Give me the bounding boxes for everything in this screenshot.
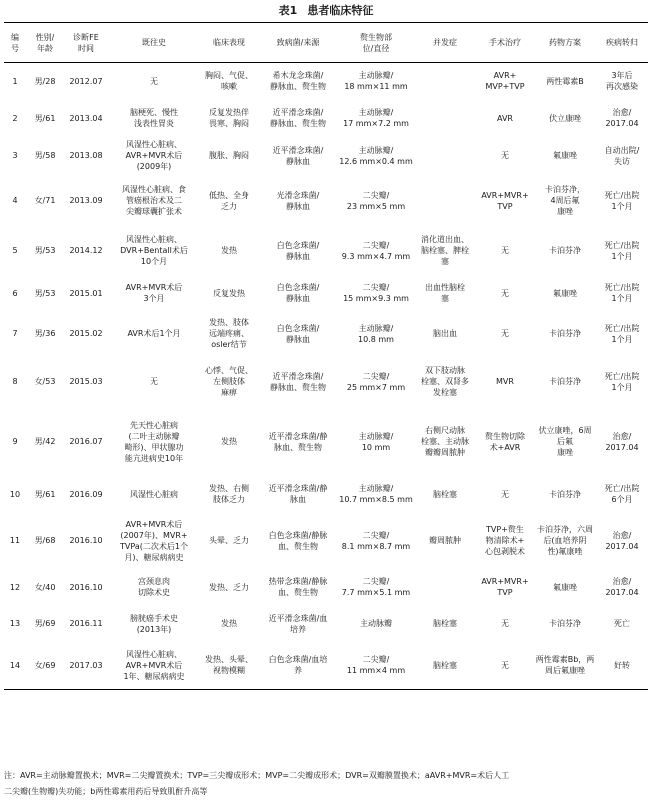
- cell-vegetation: 二尖瓣/ 25 mm×7 mm: [346, 371, 406, 392]
- header-row: [4, 23, 648, 63]
- table-row: [4, 137, 648, 175]
- col-header-symptoms: 临床表现: [200, 23, 258, 63]
- cell-diagnosis-time: 2013.09: [69, 196, 103, 205]
- cell-drugs: 卡泊芬净， 4周后氟 康唑: [545, 185, 585, 216]
- cell-id: 12: [9, 582, 21, 592]
- cell-diagnosis-time: 2016.09: [69, 489, 103, 499]
- cell-outcome: 死亡/出院 1个月: [604, 283, 640, 303]
- cell-symptoms: 发热、右侧 肢体乏力: [209, 484, 249, 504]
- cell-vegetation: 主动脉瓣/ 12.6 mm×0.4 mm: [339, 145, 413, 166]
- cell-id: 7: [12, 329, 18, 338]
- cell-id: 10: [9, 489, 21, 499]
- cell-symptoms: 腹胀、胸闷: [209, 151, 249, 160]
- table-footnote: 注：AVR=主动脉瓣置换术；MVR=二尖瓣置换术；TVP=三尖瓣成形术；MVP=二尖瓣成形术；DVR=双瓣膜置换术；aAVR+MVR=术后人工 二尖瓣(生物瓣)失功能；b两性霉素用药后导致肌酐升高等: [4, 771, 510, 796]
- cell-pathogen: 近平滑念珠菌/ 静脉血、赘生物: [270, 371, 326, 392]
- cell-history: 无: [150, 377, 158, 386]
- cell-vegetation: 主动脉瓣/ 10.7 mm×8.5 mm: [339, 484, 413, 504]
- table-row: [4, 356, 648, 408]
- cell-surgery: 无: [476, 642, 534, 690]
- cell-vegetation: 二尖瓣/ 11 mm×4 mm: [338, 642, 414, 690]
- cell-complications: [414, 63, 476, 100]
- table-body: [4, 63, 648, 690]
- cell-drugs: 两性霉素B: [546, 76, 584, 86]
- cell-symptoms: 心悸、气促、 左侧肢体 麻痹: [205, 366, 253, 397]
- cell-complications: [414, 137, 476, 175]
- cell-history: 膀胱癌手术史 (2013年): [130, 613, 178, 634]
- cell-pathogen: 白色念珠菌/ 静脉血: [276, 240, 320, 261]
- cell-diagnosis-time: 2015.02: [69, 329, 103, 338]
- cell-id: 9: [12, 437, 18, 446]
- cell-outcome: 死亡/出院 1个月: [604, 323, 640, 344]
- cell-history: 风湿性心脏病、 AVR+MVR术后 1年、糖尿病病史: [108, 642, 200, 690]
- cell-sex-age: 男/69: [34, 619, 56, 628]
- cell-outcome: 治愈/ 2017.04: [605, 530, 639, 551]
- cell-vegetation: 主动脉瓣/ 17 mm×7.2 mm: [343, 108, 409, 128]
- cell-vegetation: 主动脉瓣/ 10.8 mm: [358, 323, 394, 344]
- col-header-surgery: 手术治疗: [476, 23, 534, 63]
- cell-history: 先天性心脏病 (二叶主动脉瓣 畸形)、甲状腺功 能亢进病史10年: [124, 420, 184, 463]
- cell-drugs: 氟康唑: [553, 288, 577, 298]
- cell-symptoms: 发热: [221, 619, 237, 628]
- cell-history: 风湿性心脏病、 AVR+MVR术后 (2009年): [125, 140, 183, 171]
- cell-id: 6: [12, 288, 18, 298]
- col-header-outcome: 疾病转归: [596, 23, 648, 63]
- table-row: [4, 569, 648, 606]
- cell-vegetation: 主动脉瓣: [360, 619, 392, 628]
- cell-complications: [414, 175, 476, 227]
- cell-surgery: 无: [501, 246, 509, 255]
- col-header-history: 既往史: [108, 23, 200, 63]
- cell-id: 5: [12, 246, 18, 255]
- cell-drugs: 卡泊芬净: [549, 329, 581, 338]
- cell-surgery: AVR+MVR+ TVP: [481, 190, 529, 211]
- cell-sex-age: 男/61: [34, 489, 56, 499]
- cell-complications: 脑出血: [433, 329, 457, 338]
- cell-id: 4: [12, 196, 18, 205]
- col-header-drugs: 药物方案: [534, 23, 596, 63]
- cell-outcome: 死亡/出院 1个月: [604, 240, 640, 261]
- cell-complications: 右侧尺动脉 栓塞、主动脉 瓣瓣周脓肿: [421, 426, 469, 457]
- cell-outcome: 死亡/出院 1个月: [604, 371, 640, 392]
- cell-outcome: 治愈/ 2017.04: [605, 108, 639, 128]
- table-row: [4, 175, 648, 227]
- cell-outcome: 治愈/ 2017.04: [605, 577, 639, 597]
- cell-sex-age: 男/61: [34, 113, 56, 123]
- cell-sex-age: 男/28: [34, 76, 56, 86]
- cell-symptoms: 低热、全身 乏力: [209, 190, 249, 211]
- cell-pathogen: 近平滑念珠菌/静 脉血、赘生物: [268, 431, 328, 452]
- cell-pathogen: 热带念珠菌/静脉 血、赘生物: [268, 577, 328, 597]
- col-header-vegetation: 赘生物部 位/直径: [338, 23, 414, 63]
- cell-sex-age: 男/42: [34, 437, 56, 446]
- cell-id: 8: [12, 377, 18, 386]
- cell-symptoms: 发热: [221, 437, 237, 446]
- cell-symptoms: 反复发热: [213, 288, 245, 298]
- cell-history: 宫颈息肉 切除术史: [138, 577, 170, 597]
- cell-surgery: 无: [501, 619, 509, 628]
- cell-diagnosis-time: 2015.03: [69, 377, 103, 386]
- cell-pathogen: 白色念珠菌/ 静脉血: [276, 283, 320, 303]
- table-row: [4, 513, 648, 569]
- table-row: [4, 100, 648, 137]
- col-header-id: 编 号: [4, 23, 26, 63]
- cell-surgery: 无: [501, 151, 509, 160]
- cell-drugs: 伏立康唑，6周 后氟 康唑: [538, 426, 592, 457]
- cell-complications: 出血性脑栓 塞: [425, 283, 465, 303]
- cell-complications: [414, 100, 476, 137]
- cell-sex-age: 男/68: [34, 536, 56, 545]
- cell-pathogen: 光滑念珠菌/ 静脉血: [276, 190, 320, 211]
- cell-pathogen: 近平滑念珠菌/血 培养: [268, 613, 328, 634]
- cell-complications: 脑栓塞: [414, 642, 476, 690]
- table-row: [4, 312, 648, 356]
- cell-diagnosis-time: 2013.08: [69, 151, 103, 160]
- cell-history: 风湿性心脏病: [130, 489, 178, 499]
- cell-outcome: 3年后 再次感染: [606, 71, 638, 92]
- cell-pathogen: 白色念珠菌/血培 养: [258, 642, 338, 690]
- cell-id: 1: [12, 76, 18, 86]
- cell-outcome: 自动出院/ 失访: [604, 145, 640, 166]
- table-title: [0, 2, 652, 18]
- cell-drugs: 卡泊芬净: [549, 377, 581, 386]
- cell-diagnosis-time: 2016.07: [69, 437, 103, 446]
- cell-id: 2: [12, 113, 18, 123]
- cell-surgery: MVR: [496, 377, 514, 386]
- cell-outcome: 死亡/出院 6个月: [604, 484, 640, 504]
- cell-drugs: 两性霉素Bb，两 周后氟康唑: [534, 642, 596, 690]
- cell-outcome: 好转: [596, 642, 648, 690]
- table-caption: 患者临床特征: [307, 4, 374, 17]
- cell-drugs: 卡泊芬净: [549, 246, 581, 255]
- cell-drugs: 伏立康唑: [549, 113, 581, 123]
- cell-sex-age: 女/71: [34, 196, 56, 205]
- cell-surgery: 无: [501, 489, 509, 499]
- clinical-table: [4, 22, 648, 690]
- cell-id: 11: [9, 536, 21, 545]
- cell-sex-age: 女/69: [26, 642, 64, 690]
- cell-diagnosis-time: 2014.12: [69, 246, 103, 255]
- cell-sex-age: 男/36: [34, 329, 56, 338]
- col-header-diagnosis-time: 诊断FE 时间: [64, 23, 108, 63]
- table-row: [4, 476, 648, 513]
- col-header-pathogen: 致病菌/来源: [258, 23, 338, 63]
- cell-pathogen: 白色念珠菌/ 静脉血: [276, 323, 320, 344]
- cell-complications: 双下肢动脉 栓塞、双肾多 发栓塞: [421, 366, 469, 397]
- cell-diagnosis-time: 2016.10: [69, 582, 103, 592]
- cell-symptoms: 头晕、乏力: [209, 536, 249, 545]
- cell-drugs: 卡泊芬净: [549, 489, 581, 499]
- cell-vegetation: 主动脉瓣/ 18 mm×11 mm: [344, 71, 408, 92]
- cell-history: 脑梗死、慢性 浅表性胃炎: [130, 108, 178, 128]
- cell-surgery: AVR: [497, 113, 513, 123]
- cell-sex-age: 男/53: [34, 246, 56, 255]
- cell-vegetation: 二尖瓣/ 23 mm×5 mm: [346, 190, 406, 211]
- cell-pathogen: 白色念珠菌/静脉 血、赘生物: [268, 530, 328, 551]
- cell-history: AVR+MVR术后 (2007年)、MVR+ TVPa(二次术后1个 月)、糖尿病病史: [120, 519, 188, 562]
- cell-history: 风湿性心脏病、食 管癌根治术及二 尖瓣球囊扩张术: [122, 185, 186, 216]
- cell-pathogen: 希木龙念珠菌/ 静脉血、赘生物: [270, 71, 326, 92]
- cell-diagnosis-time: 2016.11: [69, 619, 103, 628]
- table-row: [4, 63, 648, 100]
- cell-diagnosis-time: 2012.07: [69, 76, 103, 86]
- table-row: [4, 408, 648, 476]
- cell-drugs: 卡泊芬净: [549, 619, 581, 628]
- cell-symptoms: 发热、肢体 远端疼痛、 osler结节: [209, 318, 249, 349]
- cell-surgery: 无: [501, 329, 509, 338]
- cell-sex-age: 男/53: [34, 288, 56, 298]
- cell-history: AVR+MVR术后 3个月: [125, 283, 183, 303]
- cell-drugs: 卡泊芬净，六周 后(血培养阴 性)氟康唑: [537, 525, 593, 556]
- cell-id: 3: [12, 151, 18, 160]
- cell-complications: [414, 569, 476, 606]
- cell-id: 13: [9, 619, 21, 628]
- cell-vegetation: 二尖瓣/ 7.7 mm×5.1 mm: [341, 577, 411, 597]
- col-header-sex-age: 性别/ 年龄: [26, 23, 64, 63]
- table-number: 表1: [278, 4, 298, 17]
- table-row: [4, 275, 648, 312]
- col-header-complications: 并发症: [414, 23, 476, 63]
- cell-vegetation: 二尖瓣/ 9.3 mm×4.7 mm: [341, 240, 411, 261]
- cell-vegetation: 二尖瓣/ 15 mm×9.3 mm: [343, 283, 409, 303]
- table-row: [4, 642, 648, 690]
- cell-surgery: 无: [501, 288, 509, 298]
- cell-surgery: 赘生物切除 术+AVR: [485, 431, 525, 452]
- cell-outcome: 死亡: [614, 619, 630, 628]
- cell-diagnosis-time: 2013.04: [69, 113, 103, 123]
- cell-outcome: 治愈/ 2017.04: [605, 431, 639, 452]
- cell-vegetation: 二尖瓣/ 8.1 mm×8.7 mm: [341, 530, 411, 551]
- cell-history: AVR术后1个月: [127, 329, 181, 338]
- cell-symptoms: 胸闷、气促、 咳嗽: [205, 71, 253, 92]
- cell-history: 无: [150, 76, 158, 86]
- cell-complications: 脑栓塞: [433, 489, 457, 499]
- cell-complications: 瓣周脓肿: [429, 536, 461, 545]
- cell-outcome: 死亡/出院 1个月: [604, 190, 640, 211]
- cell-symptoms: 反复发热伴 畏寒、胸闷: [209, 108, 249, 128]
- cell-symptoms: 发热、乏力: [209, 582, 249, 592]
- cell-sex-age: 女/53: [34, 377, 56, 386]
- cell-surgery: TVP+赘生 物清除术+ 心包剥脱术: [485, 525, 525, 556]
- cell-pathogen: 近平滑念珠菌/ 静脉血、赘生物: [270, 108, 326, 128]
- cell-complications: 脑栓塞: [433, 619, 457, 628]
- cell-diagnosis-time: 2017.03: [64, 642, 108, 690]
- cell-complications: 消化道出血、 脑栓塞、脾栓 塞: [421, 235, 469, 266]
- cell-sex-age: 男/58: [34, 151, 56, 160]
- cell-id: 14: [4, 642, 26, 690]
- cell-vegetation: 主动脉瓣/ 10 mm: [358, 431, 394, 452]
- table-row: [4, 606, 648, 642]
- cell-pathogen: 近平滑念珠菌/ 静脉血: [272, 145, 324, 166]
- cell-symptoms: 发热: [221, 246, 237, 255]
- cell-surgery: AVR+ MVP+TVP: [485, 71, 525, 92]
- table-row: [4, 227, 648, 275]
- cell-diagnosis-time: 2016.10: [69, 536, 103, 545]
- cell-diagnosis-time: 2015.01: [69, 288, 103, 298]
- cell-history: 风湿性心脏病、 DVR+Bentall术后 10个月: [120, 235, 188, 266]
- cell-sex-age: 女/40: [34, 582, 56, 592]
- cell-symptoms: 发热、头晕、 视物模糊: [200, 642, 258, 690]
- cell-pathogen: 近平滑念珠菌/静 脉血: [268, 484, 328, 504]
- cell-surgery: AVR+MVR+ TVP: [481, 577, 529, 597]
- cell-drugs: 氟康唑: [553, 151, 577, 160]
- cell-drugs: 氟康唑: [553, 582, 577, 592]
